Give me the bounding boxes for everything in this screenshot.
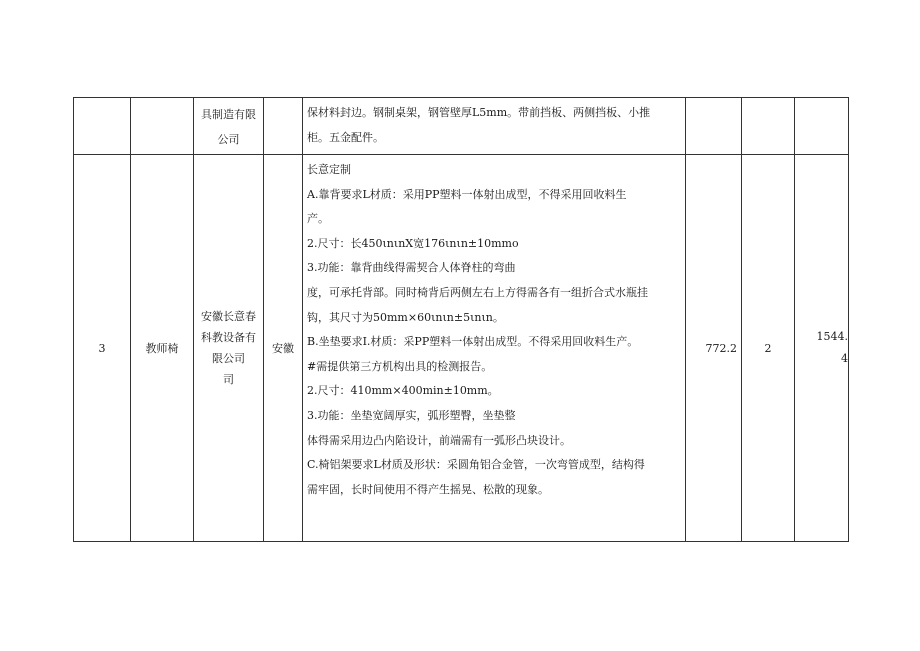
index-cell (74, 98, 131, 155)
total-cell: 1544. 4 (795, 155, 849, 542)
name-cell (131, 98, 194, 155)
manufacturer-cell: 安徽长意春 科教设备有 限公司 司 (194, 155, 264, 542)
quantity-cell (742, 98, 795, 155)
index-cell: 3 (74, 155, 131, 542)
table-row (74, 98, 849, 155)
quantity-cell: 2 (742, 155, 795, 542)
origin-cell: 安徽 (264, 155, 303, 542)
total-cell (795, 98, 849, 155)
spec-cell: 长意定制 A.靠背要求L材质：采用PP塑料一体射出成型，不得采用回收料生 产。 2.尺寸：长450ιnιnX宽176ιnιn±10mmo 3.功能：靠背曲线得需契合人体脊柱的弯曲 度，可承托背部。同时椅背后两侧左右上方得需各有一组折合式水瓶挂 钩，其尺寸为50mm×60ιnιn±5ιnιn。 B.坐垫要求I.材质：采PP塑料一体射出成型。不得采用回收料生产。 #需提供第三方机构出具的检测报告。 2.尺寸：410mm×400min±10mm。 3.功能：坐垫宽阔厚实，弧形塑臀，坐垫整 体得需采用边凸内陷设计，前端需有一弧形凸块设计。 C.椅铝架要求L材质及形状：采圆角铝合金管，一次弯管成型，结构得 需牢固，长时间使用不得产生摇晃、松散的现象。 (303, 155, 686, 542)
unit-price-cell: 772.2 (686, 155, 742, 542)
manufacturer-cell: 具制造有限 公司 (194, 98, 264, 155)
procurement-table (73, 97, 849, 542)
spec-cell: 保材料封边。钢制桌架，钢管壁厚L5mm。带前挡板、两侧挡板、小推 柜。五金配件。 (303, 98, 686, 155)
name-cell: 教师椅 (131, 155, 194, 542)
table-row (74, 155, 849, 542)
unit-price-cell (686, 98, 742, 155)
origin-cell (264, 98, 303, 155)
